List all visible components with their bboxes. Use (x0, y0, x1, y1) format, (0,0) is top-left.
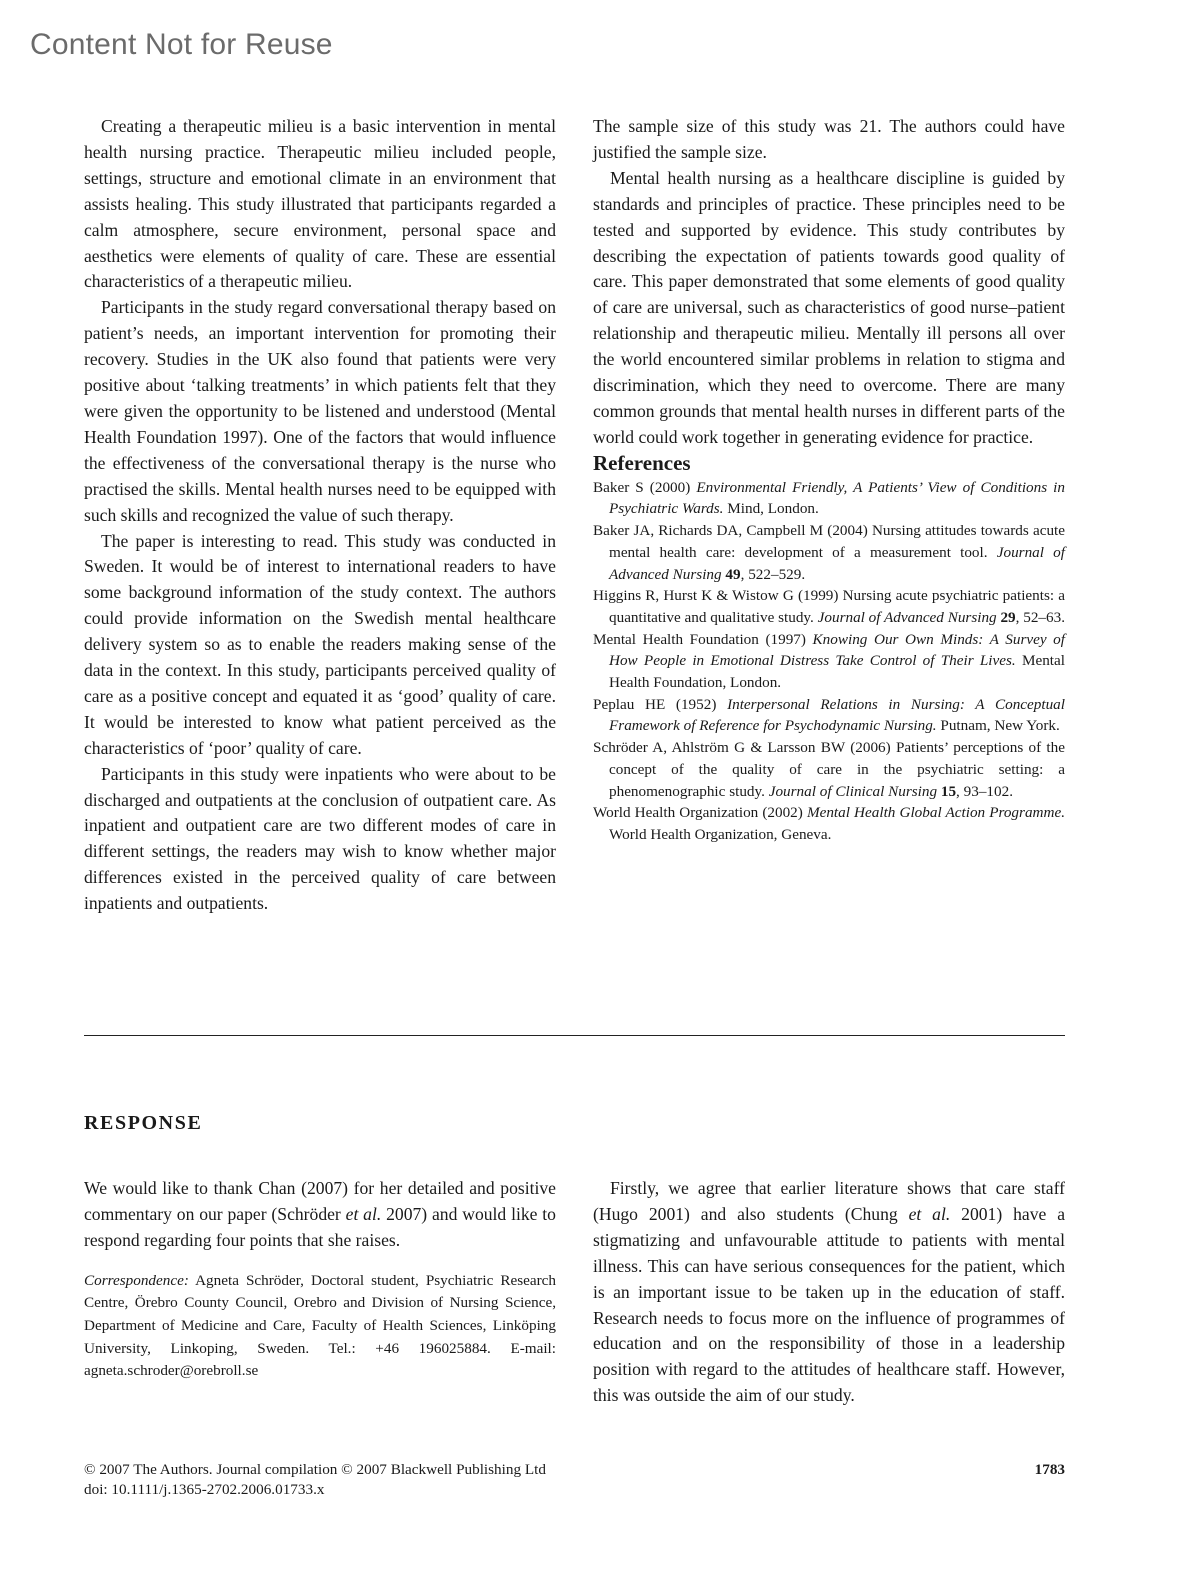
reference-list (593, 477, 1065, 846)
paragraph: Firstly, we agree that earlier literature shows that care staff (Hugo 2001) and also students (Chung et al. 2001) have a stigmatizing and unfavourable attitude to patients with mental illness. This can have serious consequences for the patient, which is an important issue to be taken up in the education of staff. Research needs to focus more on the influence of programmes of education and on the responsibility of those in a leadership position with regard to the attitudes of healthcare staff. However, this was outside the aim of our study. (593, 1178, 1065, 1406)
watermark: Content Not for Reuse (30, 28, 333, 61)
page-number: 1783 (1034, 1461, 1065, 1478)
copyright-line: © 2007 The Authors. Journal compilation © 2007 Blackwell Publishing Ltd (84, 1461, 546, 1478)
right-column (593, 114, 1065, 846)
reference-item: Schröder A, Ahlström G & Larsson BW (2006) Patients’ perceptions of the concept of the quality of care in the psychiatric setting: a phenomenographic study. Journal of Clinical Nursing 15, 93–102. (593, 739, 1065, 800)
references-heading: References (593, 450, 691, 475)
reference-item: Baker JA, Richards DA, Campbell M (2004) Nursing attitudes towards acute mental health care: development of a measurement tool. Journal of Advanced Nursing 49, 522–529. (593, 522, 1065, 583)
page-footer (84, 1460, 1065, 1500)
response-right-column (593, 1176, 1065, 1409)
paragraph: Participants in this study were inpatients who were about to be discharged and outpatients at the conclusion of outpatient care. As inpatient and outpatient care are two different modes of care in different settings, the readers may wish to know whether major differences existed in the perceived quality of care between inpatients and outpatients. (84, 763, 556, 914)
reference-item: Mental Health Foundation (1997) Knowing Our Own Minds: A Survey of How People in Emotional Distress Take Control of Their Lives. Mental Health Foundation, London. (593, 630, 1065, 692)
section-divider (84, 1035, 1065, 1036)
paragraph: Participants in the study regard conversational therapy based on patient’s needs, an important intervention for promoting their recovery. Studies in the UK also found that patients were very positive about ‘talking treatments’ in which patients felt that they were given the opportunity to be listened and understood (Mental Health Foundation 1997). One of the factors that would influence the effectiveness of the conversational therapy is the nurse who practised the skills. Mental health nurses need to be equipped with such skills and recognized the value of such therapy. (84, 297, 556, 525)
doi-line: doi: 10.1111/j.1365-2702.2006.01733.x (84, 1481, 325, 1498)
reference-item: Baker S (2000) Environmental Friendly, A Patients’ View of Conditions in Psychiatric Wards. Mind, London. (593, 478, 1065, 518)
paragraph: Mental health nursing as a healthcare discipline is guided by standards and principles of practice. These principles need to be tested and supported by evidence. This study contributes by describing the expectation of patients towards good quality of care. This paper demonstrated that some elements of good quality of care are universal, such as characteristics of good nurse–patient relationship and therapeutic milieu. Mentally ill persons all over the world encountered similar problems in relation to stigma and discrimination, which they need to overcome. There are many common grounds that mental health nurses in different parts of the world could work together in generating evidence for practice. (593, 167, 1065, 447)
paragraph: The sample size of this study was 21. The authors could have justified the sample size. (593, 116, 1065, 162)
response-heading: RESPONSE (84, 1112, 203, 1134)
paragraph: Creating a therapeutic milieu is a basic intervention in mental health nursing practice. Therapeutic milieu included people, settings, structure and emotional climate in an environment that assists healing. This study illustrated that participants regarded a calm atmosphere, secure environment, personal space and aesthetics were elements of quality of care. These are essential characteristics of a therapeutic milieu. (84, 116, 556, 292)
left-column (84, 114, 556, 917)
reference-item: Higgins R, Hurst K & Wistow G (1999) Nursing acute psychiatric patients: a quantitative and qualitative study. Journal of Advanced Nursing 29, 52–63. (593, 587, 1065, 626)
correspondence-note: Correspondence: Agneta Schröder, Doctoral student, Psychiatric Research Centre, Örebro County Council, Orebro and Division of Nursing Science, Department of Medicine and Care, Faculty of Health Sciences, Linköping University, Linkoping, Sweden. Tel.: +46 196025884. E-mail: agneta.schroder@orebroll.se (84, 1271, 556, 1380)
paragraph: We would like to thank Chan (2007) for her detailed and positive commentary on our paper (Schröder et al. 2007) and would like to respond regarding four points that she raises. (84, 1178, 556, 1250)
reference-item: Peplau HE (1952) Interpersonal Relations in Nursing: A Conceptual Framework of Reference for Psychodynamic Nursing. Putnam, New York. (593, 695, 1065, 735)
reference-item: World Health Organization (2002) Mental Health Global Action Programme. World Health Organization, Geneva. (593, 804, 1066, 843)
paragraph: The paper is interesting to read. This study was conducted in Sweden. It would be of interest to international readers to have some background information of the study context. The authors could provide information on the Swedish mental healthcare delivery system so as to enable the readers making sense of the data in the context. In this study, participants perceived quality of care as a positive concept and equated it as ‘good’ quality of care. It would be interested to know what patient perceived as the characteristics of ‘poor’ quality of care. (84, 530, 556, 758)
response-left-column (84, 1176, 556, 1383)
